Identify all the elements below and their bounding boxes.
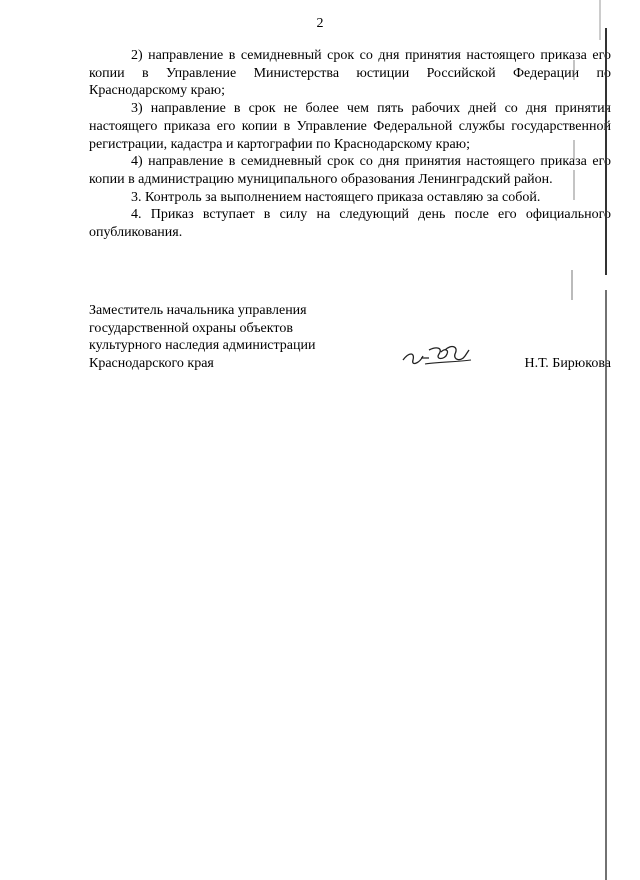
paragraph-effective-date: 4. Приказ вступает в силу на следующий день после его официального опубликования. [89,207,611,241]
signature-block [89,302,611,382]
paragraph-item-2: 2) направление в семидневный срок со дня принятия настоящего приказа его копии в Управление Министерства юстиции Российской Федерации по Краснодарскому краю; [89,48,611,99]
page-number: 2 [316,16,324,31]
document-body [89,47,611,242]
paragraph-item-4: 4) направление в семидневный срок со дня принятия настоящего приказа его копии в администрацию муниципального образования Ленинградский район. [89,154,611,187]
signatory-name: Н.Т. Бирюкова [524,356,611,371]
handwritten-signature [399,340,479,372]
paragraph-control: 3. Контроль за выполнением настоящего приказа оставляю за собой. [131,189,541,205]
signatory-position: Заместитель начальника управления государственной охраны объектов культурного наследия администрации Краснодарского края [89,303,316,372]
paragraph-item-3: 3) направление в срок не более чем пять рабочих дней со дня принятия настоящего приказа его копии в Управление Федеральной службы государственной регистрации, кадастра и картографии по Краснодарскому краю; [89,101,611,152]
